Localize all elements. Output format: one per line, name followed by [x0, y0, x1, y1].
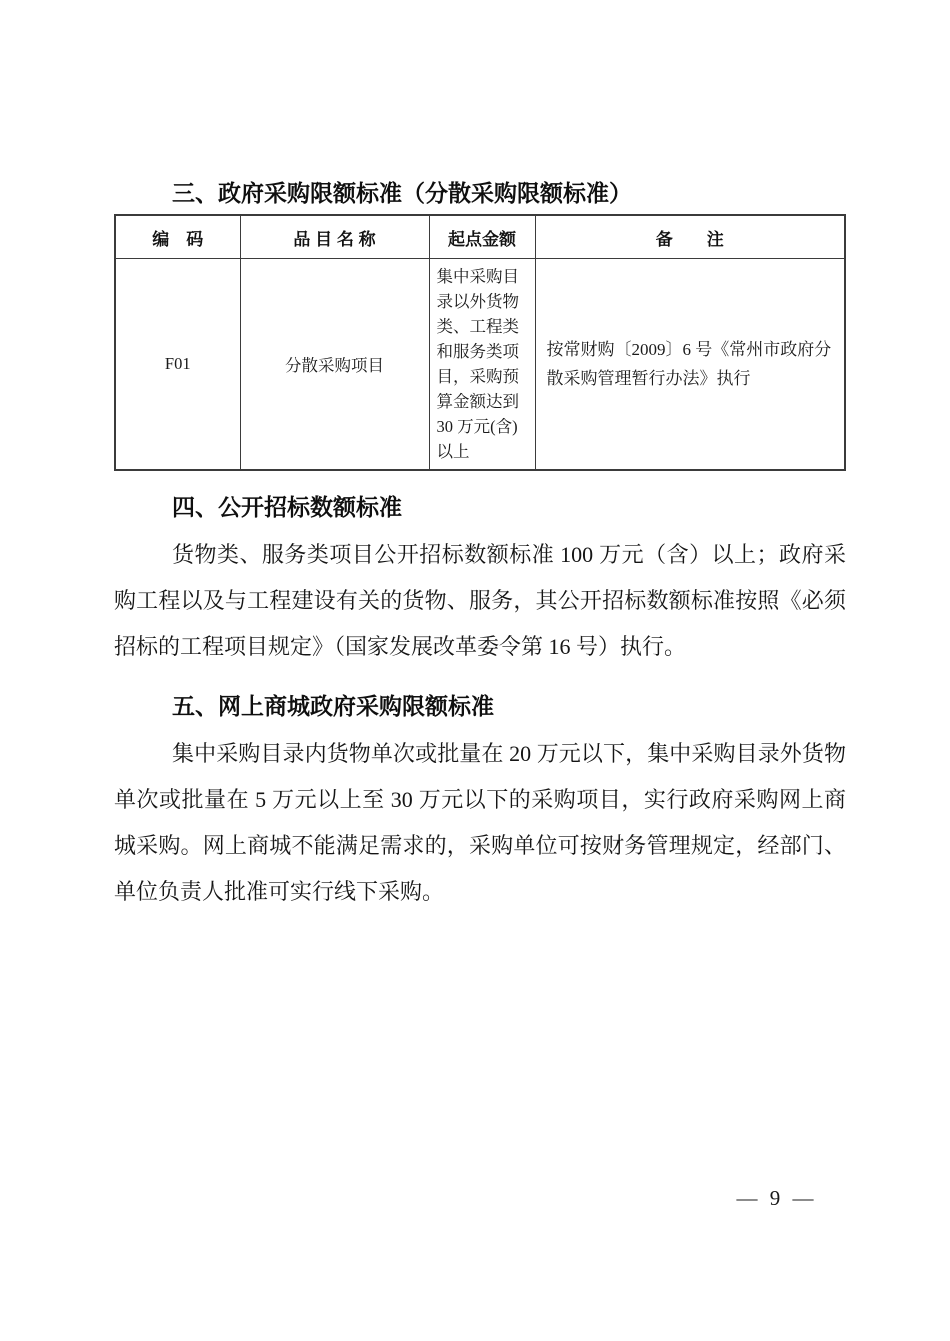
- column-header-threshold: 起点金额: [429, 215, 535, 259]
- section-4-heading: 四、公开招标数额标准: [172, 494, 402, 520]
- column-header-item-name: 品 目 名 称: [240, 215, 429, 259]
- section-5-paragraph: 集中采购目录内货物单次或批量在 20 万元以下，集中采购目录外货物单次或批量在 5 万元以上至 30 万元以下的采购项目，实行政府采购网上商城采购。网上商城不能满足需求的，采购单位可按财务管理规定，经部门、单位负责人批准可实行线下采购。: [114, 741, 846, 904]
- section-5-heading: 五、网上商城政府采购限额标准: [172, 693, 494, 719]
- cell-threshold: 集中采购目录以外货物类、工程类和服务类项目，采购预算金额达到 30 万元(含)以上: [429, 259, 535, 471]
- page-number: — 9 —: [736, 1186, 814, 1210]
- cell-note: 按常财购〔2009〕6 号《常州市政府分散采购管理暂行办法》执行: [535, 259, 845, 471]
- section-4-paragraph: 货物类、服务类项目公开招标数额标准 100 万元（含）以上；政府采购工程以及与工程建设有关的货物、服务，其公开招标数额标准按照《必须招标的工程项目规定》（国家发展改革委令第 16 号）执行。: [114, 542, 846, 659]
- procurement-limits-table: [114, 214, 846, 471]
- column-header-code: 编 码: [115, 215, 240, 259]
- table-row: [115, 259, 845, 471]
- column-header-note: 备 注: [535, 215, 845, 259]
- cell-code: F01: [115, 259, 240, 471]
- section-3-heading: 三、政府采购限额标准（分散采购限额标准）: [172, 180, 632, 206]
- cell-item-name: 分散采购项目: [240, 259, 429, 471]
- table-header-row: [115, 215, 845, 259]
- page-content: [114, 176, 846, 915]
